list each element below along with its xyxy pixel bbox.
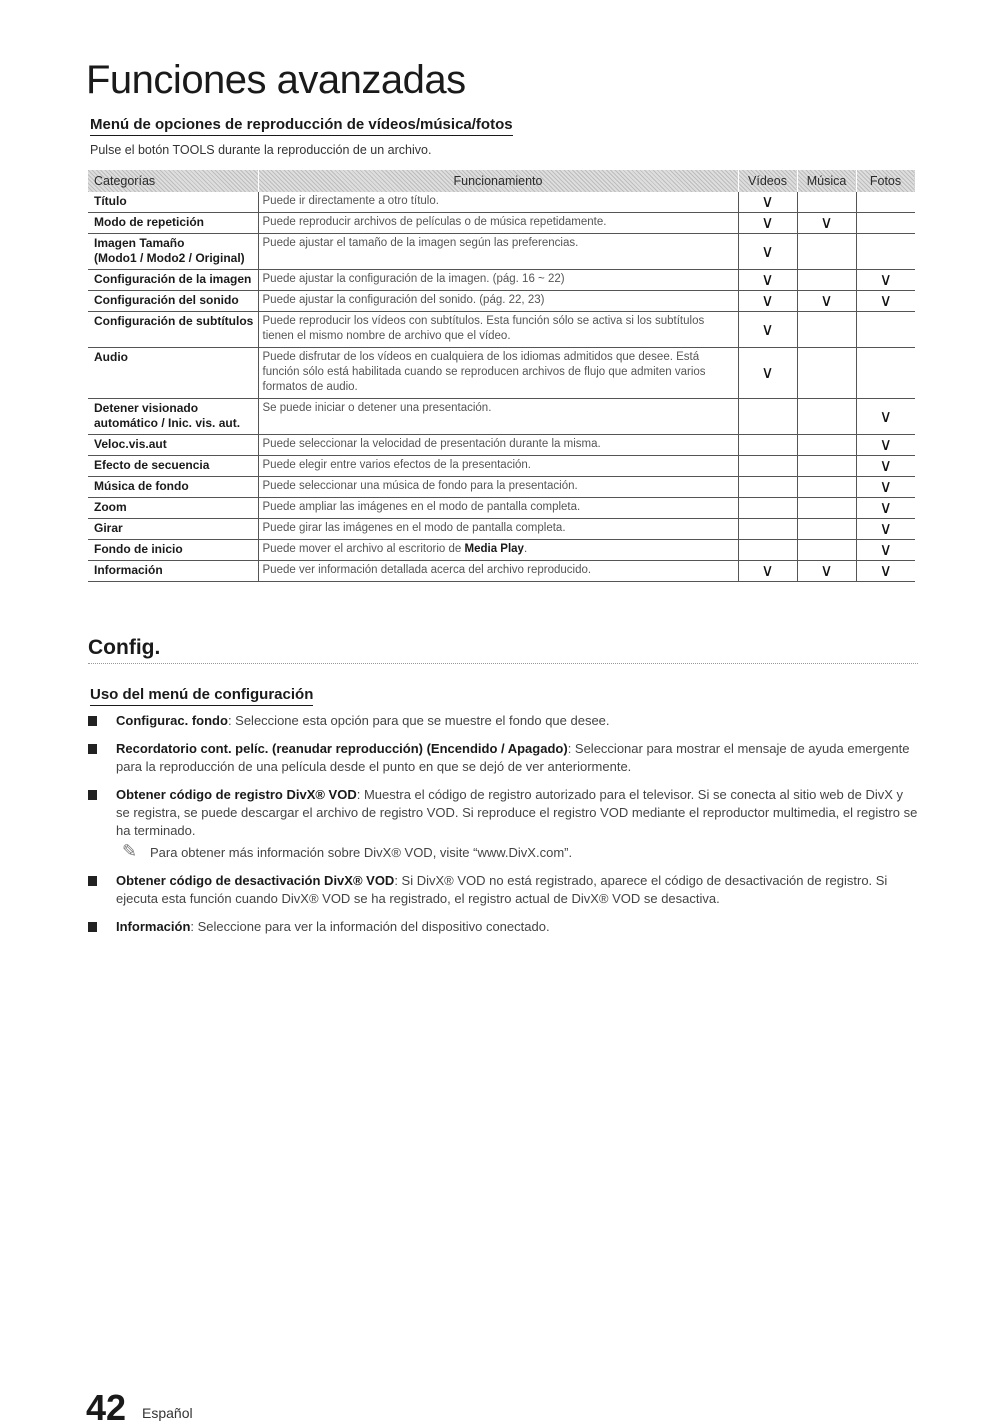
- menu-options-heading: Menú de opciones de reproducción de vídeos/música/fotos: [90, 116, 513, 136]
- config-item-text: : Seleccione para ver la información del dispositivo conectado.: [190, 919, 550, 934]
- table-row: [88, 498, 915, 519]
- table-row: [88, 561, 915, 582]
- page-language: Español: [142, 1405, 193, 1421]
- option-description: Puede elegir entre varios efectos de la presentación.: [258, 456, 738, 477]
- table-row: [88, 213, 915, 234]
- option-name: Audio: [88, 348, 258, 399]
- check-music: [797, 540, 856, 561]
- option-description: Puede mover el archivo al escritorio de Media Play.: [258, 540, 738, 561]
- check-videos: [738, 498, 797, 519]
- table-row: [88, 519, 915, 540]
- check-music: [797, 270, 856, 291]
- option-description: Puede ajustar la configuración del sonido. (pág. 22, 23): [258, 291, 738, 312]
- check-photos: ∨: [856, 456, 915, 477]
- check-photos: ∨: [856, 399, 915, 435]
- config-item-label: Configurac. fondo: [116, 713, 228, 728]
- check-videos: ∨: [738, 312, 797, 348]
- check-videos: ∨: [738, 348, 797, 399]
- header-function: Funcionamiento: [258, 170, 738, 192]
- config-item-label: Obtener código de desactivación DivX® VOD: [116, 873, 395, 888]
- check-videos: ∨: [738, 213, 797, 234]
- option-name: Zoom: [88, 498, 258, 519]
- option-name: Veloc.vis.aut: [88, 435, 258, 456]
- option-name: Configuración de subtítulos: [88, 312, 258, 348]
- check-photos: [856, 348, 915, 399]
- option-name: Efecto de secuencia: [88, 456, 258, 477]
- table-row: [88, 192, 915, 213]
- config-item: [88, 786, 918, 862]
- check-music: [797, 477, 856, 498]
- option-name: Imagen Tamaño (Modo1 / Modo2 / Original): [88, 234, 258, 270]
- option-description: Puede seleccionar una música de fondo para la presentación.: [258, 477, 738, 498]
- option-description: Puede reproducir archivos de películas o de música repetidamente.: [258, 213, 738, 234]
- bullet-square-icon: [88, 876, 97, 886]
- option-name: Título: [88, 192, 258, 213]
- header-videos: Vídeos: [738, 170, 797, 192]
- check-music: [797, 498, 856, 519]
- check-music: [797, 519, 856, 540]
- check-videos: [738, 456, 797, 477]
- check-photos: ∨: [856, 519, 915, 540]
- pencil-note-icon: ✎: [122, 841, 138, 861]
- option-name: Fondo de inicio: [88, 540, 258, 561]
- check-videos: [738, 540, 797, 561]
- config-item-note: [116, 841, 918, 862]
- check-music: ∨: [797, 291, 856, 312]
- option-description: Puede ajustar la configuración de la imagen. (pág. 16 ~ 22): [258, 270, 738, 291]
- check-photos: ∨: [856, 477, 915, 498]
- option-name: Detener visionado automático / Inic. vis. aut.: [88, 399, 258, 435]
- config-item-label: Información: [116, 919, 191, 934]
- check-photos: ∨: [856, 498, 915, 519]
- bullet-square-icon: [88, 922, 97, 932]
- check-music: [797, 348, 856, 399]
- table-row: [88, 234, 915, 270]
- option-description: Puede reproducir los vídeos con subtítulos. Esta función sólo se activa si los subtítulos tienen el mismo nombre de archivo que el vídeo.: [258, 312, 738, 348]
- check-music: ∨: [797, 561, 856, 582]
- header-music: Música: [797, 170, 856, 192]
- header-photos: Fotos: [856, 170, 915, 192]
- check-photos: ∨: [856, 561, 915, 582]
- check-music: [797, 456, 856, 477]
- check-music: [797, 234, 856, 270]
- check-videos: ∨: [738, 270, 797, 291]
- check-photos: [856, 192, 915, 213]
- check-photos: [856, 312, 915, 348]
- option-name: Música de fondo: [88, 477, 258, 498]
- check-videos: [738, 435, 797, 456]
- check-photos: [856, 234, 915, 270]
- table-row: [88, 270, 915, 291]
- table-row: [88, 477, 915, 498]
- config-item-label: Recordatorio cont. pelíc. (reanudar reproducción) (Encendido / Apagado): [116, 741, 568, 756]
- header-category: Categorías: [88, 170, 258, 192]
- option-description: Puede seleccionar la velocidad de presentación durante la misma.: [258, 435, 738, 456]
- playback-options-table: [88, 170, 916, 582]
- bullet-square-icon: [88, 744, 97, 754]
- check-videos: ∨: [738, 561, 797, 582]
- table-row: [88, 456, 915, 477]
- check-photos: ∨: [856, 291, 915, 312]
- page-number: 42: [86, 1387, 127, 1428]
- config-subheading: Uso del menú de configuración: [90, 686, 313, 706]
- check-videos: ∨: [738, 234, 797, 270]
- option-description: Puede ir directamente a otro título.: [258, 192, 738, 213]
- config-item-text: : Seleccione esta opción para que se muestre el fondo que desee.: [227, 713, 610, 728]
- option-description: Puede ampliar las imágenes en el modo de pantalla completa.: [258, 498, 738, 519]
- check-videos: ∨: [738, 291, 797, 312]
- check-photos: [856, 213, 915, 234]
- check-music: ∨: [797, 213, 856, 234]
- config-item-text: : Si DivX® VOD no está registrado, aparece el código de desactivación de registro. Si ejecuta esta función cuando DivX® VOD se ha registrado, el registro actual de DivX® VOD se desactiva.: [116, 873, 888, 906]
- table-row: [88, 399, 915, 435]
- page-title: Funciones avanzadas: [86, 58, 466, 102]
- config-item-note-text: Para obtener más información sobre DivX® VOD, visite “www.DivX.com”.: [150, 845, 573, 860]
- bullet-square-icon: [88, 716, 97, 726]
- option-name: Girar: [88, 519, 258, 540]
- check-music: [797, 435, 856, 456]
- option-name: Configuración del sonido: [88, 291, 258, 312]
- check-music: [797, 192, 856, 213]
- table-header-row: [88, 170, 915, 192]
- table-row: [88, 540, 915, 561]
- config-item: [88, 872, 918, 908]
- option-name: Modo de repetición: [88, 213, 258, 234]
- config-item: [88, 918, 918, 936]
- check-videos: [738, 519, 797, 540]
- option-description: Puede ver información detallada acerca del archivo reproducido.: [258, 561, 738, 582]
- config-divider: [88, 663, 918, 664]
- check-music: [797, 312, 856, 348]
- table-row: [88, 348, 915, 399]
- check-videos: ∨: [738, 192, 797, 213]
- check-photos: ∨: [856, 270, 915, 291]
- config-item-text: : Muestra el código de registro autorizado para el televisor. Si se conecta al sitio web de DivX y se registra, se puede descargar el archivo de registro VOD. Si reproduce el registro VOD mediante el reproductor multimedia, el registro se ha terminado.: [116, 787, 918, 838]
- check-photos: ∨: [856, 540, 915, 561]
- check-music: [797, 399, 856, 435]
- menu-options-intro: Pulse el botón TOOLS durante la reproducción de un archivo.: [90, 143, 432, 157]
- option-name: Información: [88, 561, 258, 582]
- check-videos: [738, 399, 797, 435]
- bullet-square-icon: [88, 790, 97, 800]
- option-name: Configuración de la imagen: [88, 270, 258, 291]
- config-items-list: [88, 712, 918, 946]
- table-row: [88, 312, 915, 348]
- config-item-text: : Seleccionar para mostrar el mensaje de ayuda emergente para la reproducción de una película desde el punto en que se dejó de ver anteriormente.: [116, 741, 910, 774]
- config-item: [88, 740, 918, 776]
- check-videos: [738, 477, 797, 498]
- option-description: Puede disfrutar de los vídeos en cualquiera de los idiomas admitidos que desee. Está función sólo está habilitada cuando se reproducen archivos de flujo que admiten varios formatos de audio.: [258, 348, 738, 399]
- config-item-label: Obtener código de registro DivX® VOD: [116, 787, 357, 802]
- table-row: [88, 435, 915, 456]
- table-row: [88, 291, 915, 312]
- option-description: Se puede iniciar o detener una presentación.: [258, 399, 738, 435]
- config-item: [88, 712, 918, 730]
- table-body: [88, 192, 915, 582]
- check-photos: ∨: [856, 435, 915, 456]
- option-description: Puede ajustar el tamaño de la imagen según las preferencias.: [258, 234, 738, 270]
- option-description: Puede girar las imágenes en el modo de pantalla completa.: [258, 519, 738, 540]
- config-title: Config.: [88, 636, 161, 659]
